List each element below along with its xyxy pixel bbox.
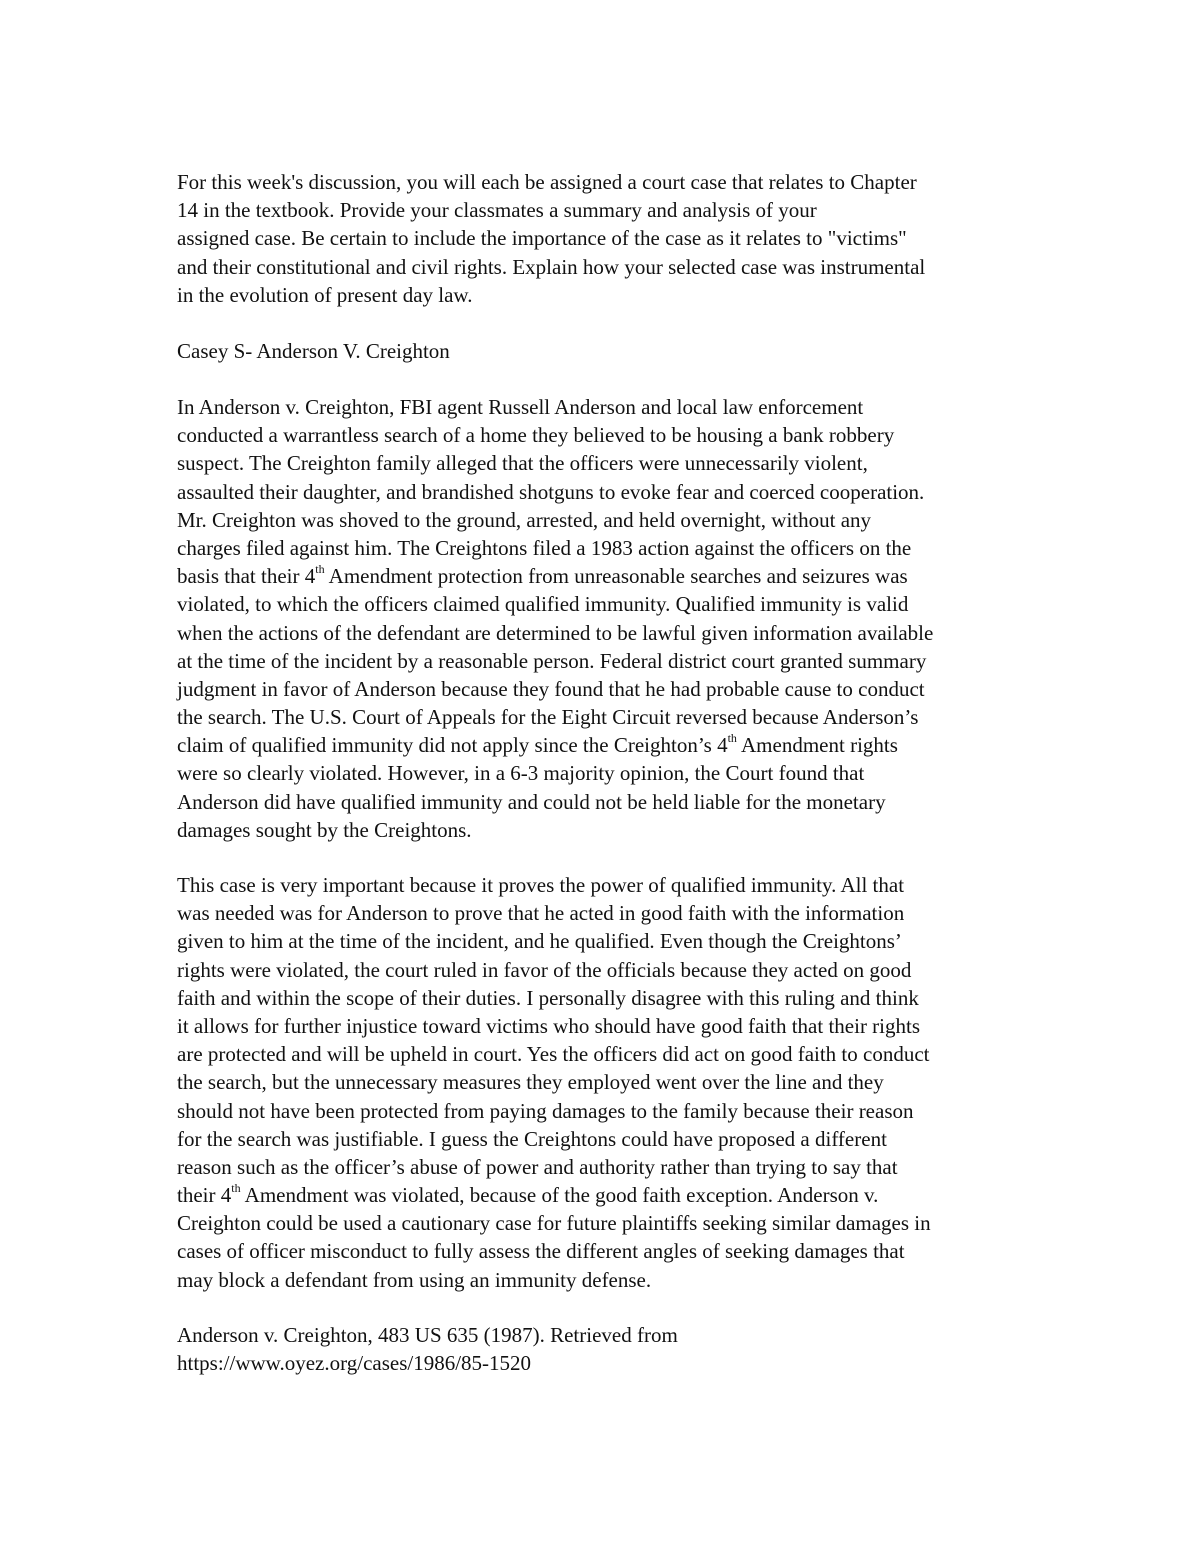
line-text: rights were violated, the court ruled in favor of the officials because they acted on good [177,957,912,982]
line-text: may block a defendant from using an immunity defense. [177,1267,652,1292]
case-summary-paragraph [177,393,1037,844]
line-text: violated, to which the officers claimed qualified immunity. Qualified immunity is valid [177,592,909,617]
ordinal-superscript: th [315,562,325,577]
paragraph-line [177,506,1037,534]
line-text: suspect. The Creighton family alleged that the officers were unnecessarily violent, [177,451,868,476]
line-text: at the time of the incident by a reasonable person. Federal district court granted summary [177,648,927,673]
case-analysis-paragraph [177,871,1037,1294]
line-text: conducted a warrantless search of a home they believed to be housing a bank robbery [177,423,895,448]
line-text: when the actions of the defendant are determined to be lawful given information available [177,620,934,645]
line-text: Amendment protection from unreasonable searches and seizures was [324,564,908,589]
line-text: their 4 [177,1183,232,1208]
paragraph-line [177,816,1037,844]
paragraph-line [177,1209,1037,1237]
prompt-line: in the evolution of present day law. [177,282,473,307]
citation-line: Anderson v. Creighton, 483 US 635 (1987). Retrieved from [177,1323,678,1347]
paragraph-line [177,1040,1037,1068]
assignment-prompt [177,168,1037,309]
line-text: basis that their 4 [177,564,316,589]
paragraph-line [177,534,1037,562]
line-text: the search, but the unnecessary measures they employed went over the line and they [177,1070,884,1095]
student-case-heading [177,337,1037,365]
paragraph-line [177,1153,1037,1181]
paragraph-line [177,899,1037,927]
paragraph-line [177,590,1037,618]
prompt-line: 14 in the textbook. Provide your classmates a summary and analysis of your [177,198,817,223]
paragraph-line [177,984,1037,1012]
paragraph-line [177,1266,1037,1294]
paragraph-line [177,1125,1037,1153]
paragraph-line [177,647,1037,675]
paragraph-line [177,759,1037,787]
paragraph-line [177,449,1037,477]
paragraph-line [177,675,1037,703]
line-text: Amendment was violated, because of the good faith exception. Anderson v. [240,1183,879,1208]
paragraph-line [177,478,1037,506]
paragraph-line [177,703,1037,731]
paragraph-line [177,1068,1037,1096]
paragraph-line [177,788,1037,816]
line-text: cases of officer misconduct to fully assess the different angles of seeking damages that [177,1239,905,1264]
paragraph-line [177,1012,1037,1040]
line-text: This case is very important because it proves the power of qualified immunity. All that [177,873,905,897]
paragraph-line [177,562,1037,590]
line-text: it allows for further injustice toward victims who should have good faith that their rights [177,1013,921,1038]
line-text: charges filed against him. The Creightons filed a 1983 action against the officers on the [177,535,912,560]
line-text: should not have been protected from paying damages to the family because their reason [177,1098,914,1123]
line-text: assaulted their daughter, and brandished shotguns to evoke fear and coerced cooperation. [177,479,925,504]
citation-url: https://www.oyez.org/cases/1986/85-1520 [177,1351,532,1376]
line-text: faith and within the scope of their duties. I personally disagree with this ruling and think [177,985,919,1010]
line-text: reason such as the officer’s abuse of power and authority rather than trying to say that [177,1154,898,1179]
paragraph-line [177,619,1037,647]
paragraph-line [177,1237,1037,1265]
case-citation [177,1321,1037,1377]
ordinal-superscript: th [727,731,737,746]
line-text: Mr. Creighton was shoved to the ground, arrested, and held overnight, without any [177,507,872,532]
case-heading: Casey S- Anderson V. Creighton [177,339,450,363]
line-text: the search. The U.S. Court of Appeals for the Eight Circuit reversed because Anderson’s [177,705,919,730]
prompt-line: and their constitutional and civil rights. Explain how your selected case was instrumental [177,254,926,279]
line-text: Anderson did have qualified immunity and could not be held liable for the monetary [177,789,886,814]
paragraph-line [177,731,1037,759]
line-text: were so clearly violated. However, in a 6-3 majority opinion, the Court found that [177,761,865,786]
line-text: damages sought by the Creightons. [177,817,472,842]
paragraph-line [177,871,1037,899]
line-text: given to him at the time of the incident, and he qualified. Even though the Creightons’ [177,929,902,954]
line-text: are protected and will be upheld in court. Yes the officers did act on good faith to conduct [177,1042,930,1067]
line-text: judgment in favor of Anderson because they found that he had probable cause to conduct [177,676,925,701]
prompt-line: For this week's discussion, you will each be assigned a court case that relates to Chapter [177,170,917,194]
line-text: Creighton could be used a cautionary case for future plaintiffs seeking similar damages in [177,1211,931,1236]
line-text: Amendment rights [736,733,898,758]
paragraph-line [177,927,1037,955]
paragraph-line [177,421,1037,449]
line-text: In Anderson v. Creighton, FBI agent Russell Anderson and local law enforcement [177,395,864,419]
line-text: for the search was justifiable. I guess the Creightons could have proposed a different [177,1126,887,1151]
line-text: claim of qualified immunity did not apply since the Creighton’s 4 [177,733,728,758]
prompt-line: assigned case. Be certain to include the importance of the case as it relates to "victims" [177,226,907,251]
paragraph-line [177,1181,1037,1209]
paragraph-line [177,1097,1037,1125]
paragraph-line [177,393,1037,421]
ordinal-superscript: th [231,1181,241,1196]
paragraph-line [177,956,1037,984]
line-text: was needed was for Anderson to prove that he acted in good faith with the information [177,901,905,926]
